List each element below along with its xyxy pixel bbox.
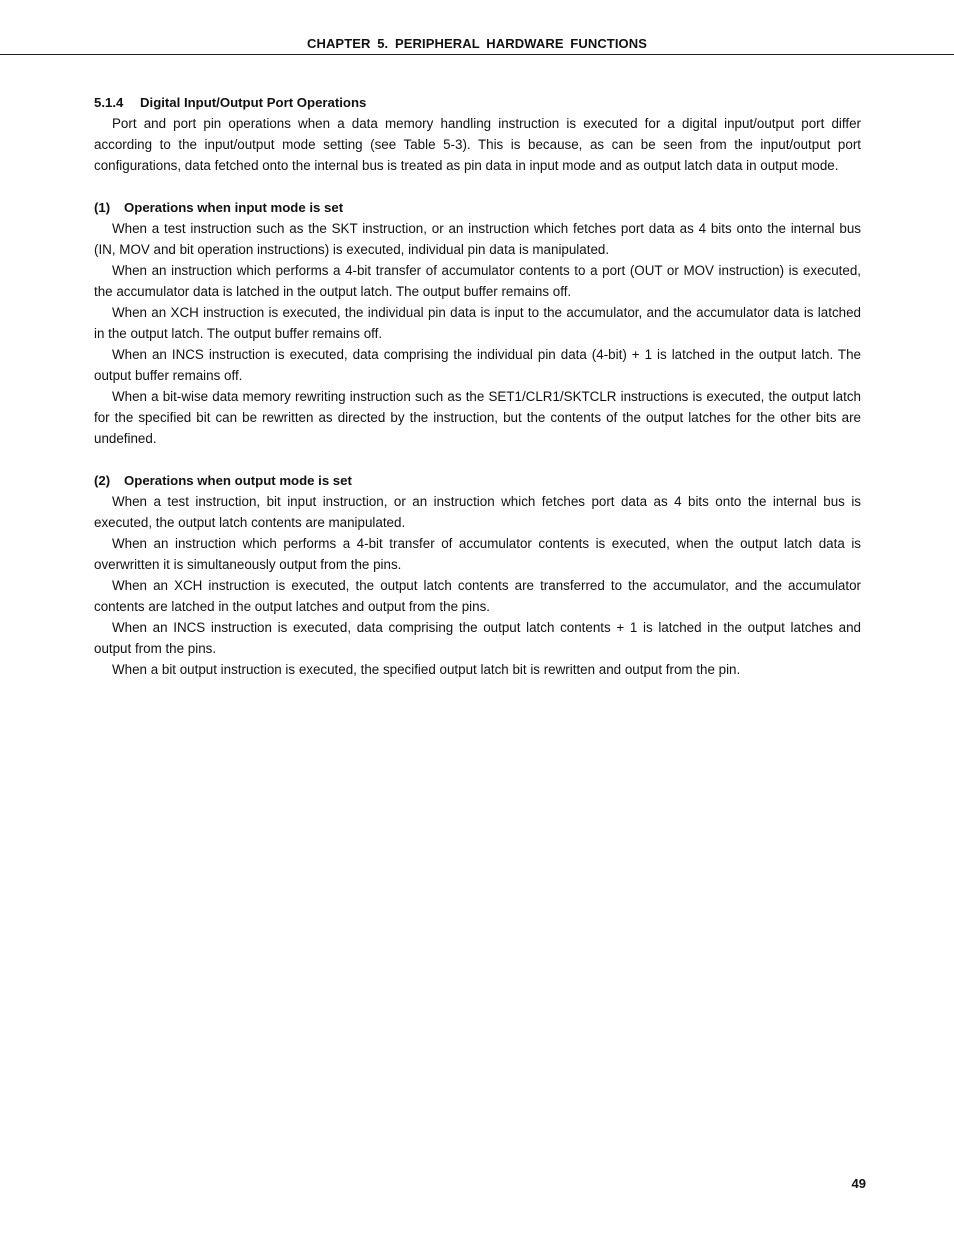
subsection-number-input-mode: (1) [94, 200, 111, 215]
output-mode-paragraph: When a test instruction, bit input instruction, or an instruction which fetches port data as 4 bits onto the internal bus is executed, the output latch contents are manipulated. [94, 494, 861, 530]
output-mode-paragraph: When an INCS instruction is executed, data comprising the output latch contents + 1 is latched in the output latches and output from the pins. [94, 620, 861, 656]
running-header-title: CHAPTER 5. PERIPHERAL HARDWARE FUNCTIONS [306, 36, 648, 51]
input-mode-paragraph: When a test instruction such as the SKT instruction, or an instruction which fetches port data as 4 bits onto the internal bus (IN, MOV and bit operation instructions) is executed, individual pin data is manipulated. [94, 221, 861, 257]
page-number: 49 [851, 1176, 866, 1191]
output-mode-paragraph: When a bit output instruction is executed, the specified output latch bit is rewritten and output from the pin. [112, 662, 741, 677]
output-mode-paragraph: When an instruction which performs a 4-bit transfer of accumulator contents is executed, when the output latch data is overwritten it is simultaneously output from the pins. [94, 536, 861, 572]
subsection-heading-output-mode [94, 470, 861, 491]
subsection-heading-input-mode [94, 197, 861, 218]
input-mode-paragraph: When an XCH instruction is executed, the individual pin data is input to the accumulator, and the accumulator data is latched in the output latch. The output buffer remains off. [94, 305, 861, 341]
running-header [0, 35, 954, 55]
section-title: Digital Input/Output Port Operations [140, 95, 367, 110]
input-mode-paragraph: When an instruction which performs a 4-bit transfer of accumulator contents to a port (OUT or MOV instruction) is executed, the accumulator data is latched in the output latch. The output buffer remains off. [94, 263, 861, 299]
page-body [94, 92, 861, 680]
section-gap [94, 176, 861, 197]
section-intro-paragraph: Port and port pin operations when a data memory handling instruction is executed for a digital input/output port differ according to the input/output mode setting (see Table 5-3). This is because, as can be seen from the input/output port configurations, data fetched onto the internal bus is treated as pin data in input mode and as output latch data in output mode. [94, 116, 861, 173]
subsection-number-output-mode: (2) [94, 473, 111, 488]
section-gap [94, 449, 861, 470]
subsection-title-input-mode: Operations when input mode is set [124, 200, 344, 215]
input-mode-paragraph: When a bit-wise data memory rewriting instruction such as the SET1/CLR1/SKTCLR instructions is executed, the output latch for the specified bit can be rewritten as directed by the instruction, but the contents of the output latches for the other bits are undefined. [94, 389, 861, 446]
subsection-title-output-mode: Operations when output mode is set [124, 473, 352, 488]
section-heading [94, 92, 861, 113]
input-mode-paragraph: When an INCS instruction is executed, data comprising the individual pin data (4-bit) + 1 is latched in the output latch. The output buffer remains off. [94, 347, 861, 383]
section-number: 5.1.4 [94, 95, 124, 110]
output-mode-paragraph: When an XCH instruction is executed, the output latch contents are transferred to the accumulator, and the accumulator contents are latched in the output latches and output from the pins. [94, 578, 861, 614]
